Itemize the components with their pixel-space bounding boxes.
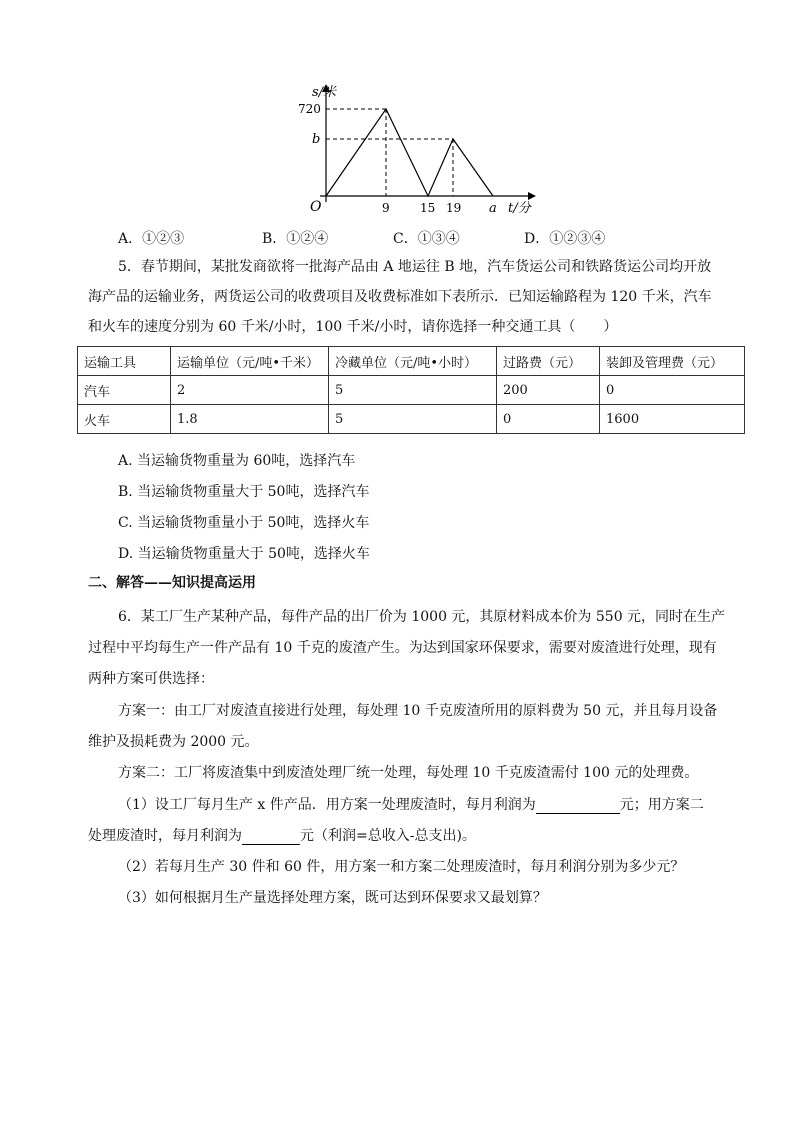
table-header-cell: 运输工具 — [78, 347, 171, 376]
table-cell: 5 — [329, 376, 497, 405]
q6-sub2: （2）若每月生产 30 件和 60 件，用方案一和方案二处理废渣时，每月利润分别为多少元？ — [118, 859, 685, 875]
q5-choice-a[interactable]: A. 当运输货物重量为 60吨，选择汽车 — [118, 453, 356, 469]
q5-choice-d[interactable]: D. 当运输货物重量大于 50吨，选择火车 — [118, 546, 370, 562]
y-tick-720: 720 — [298, 102, 321, 116]
table-header-row — [78, 347, 745, 376]
table-cell: 火车 — [78, 405, 171, 434]
q6-plan2: 方案二：工厂将废渣集中到废渣处理厂统一处理，每处理 10 千克废渣需付 100 元的处理费。 — [118, 765, 699, 781]
x-axis-arrow — [528, 192, 536, 200]
q5-line-2: 海产品的运输业务，两货运公司的收费项目及收费标准如下表所示．已知运输路程为 120 千米，汽车 — [88, 289, 712, 305]
x-tick-19: 19 — [446, 201, 462, 215]
answer-blank-1[interactable] — [536, 797, 620, 814]
section-title: 二、解答——知识提高运用 — [88, 575, 256, 591]
table-header-cell: 运输单位（元/吨•千米） — [171, 347, 329, 376]
table-header-cell: 过路费（元） — [497, 347, 600, 376]
q6-plan1-line-1: 方案一：由工厂对废渣直接进行处理，每处理 10 千克废渣所用的原料费为 50 元，并且每月设备 — [118, 703, 718, 719]
table-cell: 5 — [329, 405, 497, 434]
q6-sub1-text-b: 元；用方案二 — [619, 797, 704, 813]
q6-sub1-text-d: 元（利润=总收入-总支出)。 — [300, 828, 476, 844]
distance-time-graph — [290, 80, 540, 220]
fee-table — [77, 346, 745, 434]
q6-intro-line-3: 两种方案可供选择： — [88, 671, 214, 687]
table-cell: 1.8 — [171, 405, 329, 434]
table-cell: 汽车 — [78, 376, 171, 405]
q4-option-a[interactable]: A．①②③ — [118, 231, 185, 247]
q6-sub1-line-1 — [118, 794, 704, 814]
q5-choice-b[interactable]: B. 当运输货物重量大于 50吨，选择汽车 — [118, 484, 370, 500]
table-header-cell: 冷藏单位（元/吨•小时） — [329, 347, 497, 376]
answer-blank-2[interactable] — [242, 828, 300, 845]
x-tick-9: 9 — [382, 201, 390, 215]
origin-label: O — [310, 199, 322, 215]
table-cell: 1600 — [600, 405, 745, 434]
q5-line-3: 和火车的速度分别为 60 千米/小时，100 千米/小时，请你选择一种交通工具（ ） — [88, 319, 618, 335]
table-cell: 2 — [171, 376, 329, 405]
graph-line — [326, 109, 493, 196]
q6-sub1-text-c: 处理废渣时，每月利润为 — [88, 828, 242, 844]
q4-option-d[interactable]: D．①②③④ — [524, 231, 606, 247]
q6-intro-line-2: 过程中平均每生产一件产品有 10 千克的废渣产生。为达到国家环保要求，需要对废渣进行处理，现有 — [88, 640, 717, 656]
table-cell: 0 — [600, 376, 745, 405]
table-header-cell: 装卸及管理费（元） — [600, 347, 745, 376]
q6-intro-line-1: 6．某工厂生产某种产品，每件产品的出厂价为 1000 元，其原材料成本价为 550 元，同时在生产 — [118, 609, 726, 625]
table-cell: 0 — [497, 405, 600, 434]
y-axis-label: s/米 — [312, 85, 337, 100]
q5-choice-c[interactable]: C. 当运输货物重量小于 50吨，选择火车 — [118, 515, 370, 531]
x-tick-15: 15 — [420, 201, 436, 215]
x-axis-label: t/分 — [508, 201, 531, 216]
q4-option-c[interactable]: C．①③④ — [393, 231, 460, 247]
table-cell: 200 — [497, 376, 600, 405]
table-row — [78, 376, 745, 405]
y-tick-b: b — [312, 132, 321, 147]
table-row — [78, 405, 745, 434]
q6-sub1-line-2 — [88, 825, 476, 845]
x-tick-a: a — [489, 201, 497, 216]
q6-sub3: （3）如何根据月生产量选择处理方案，既可达到环保要求又最划算？ — [118, 890, 547, 906]
q6-sub1-text-a: （1）设工厂每月生产 x 件产品．用方案一处理废渣时，每月利润为 — [118, 797, 536, 813]
q4-option-b[interactable]: B．①②④ — [262, 231, 329, 247]
q5-line-1: 5．春节期间，某批发商欲将一批海产品由 A 地运往 B 地，汽车货运公司和铁路货运公司均开放 — [118, 259, 712, 275]
q6-plan1-line-2: 维护及损耗费为 2000 元。 — [88, 734, 259, 750]
